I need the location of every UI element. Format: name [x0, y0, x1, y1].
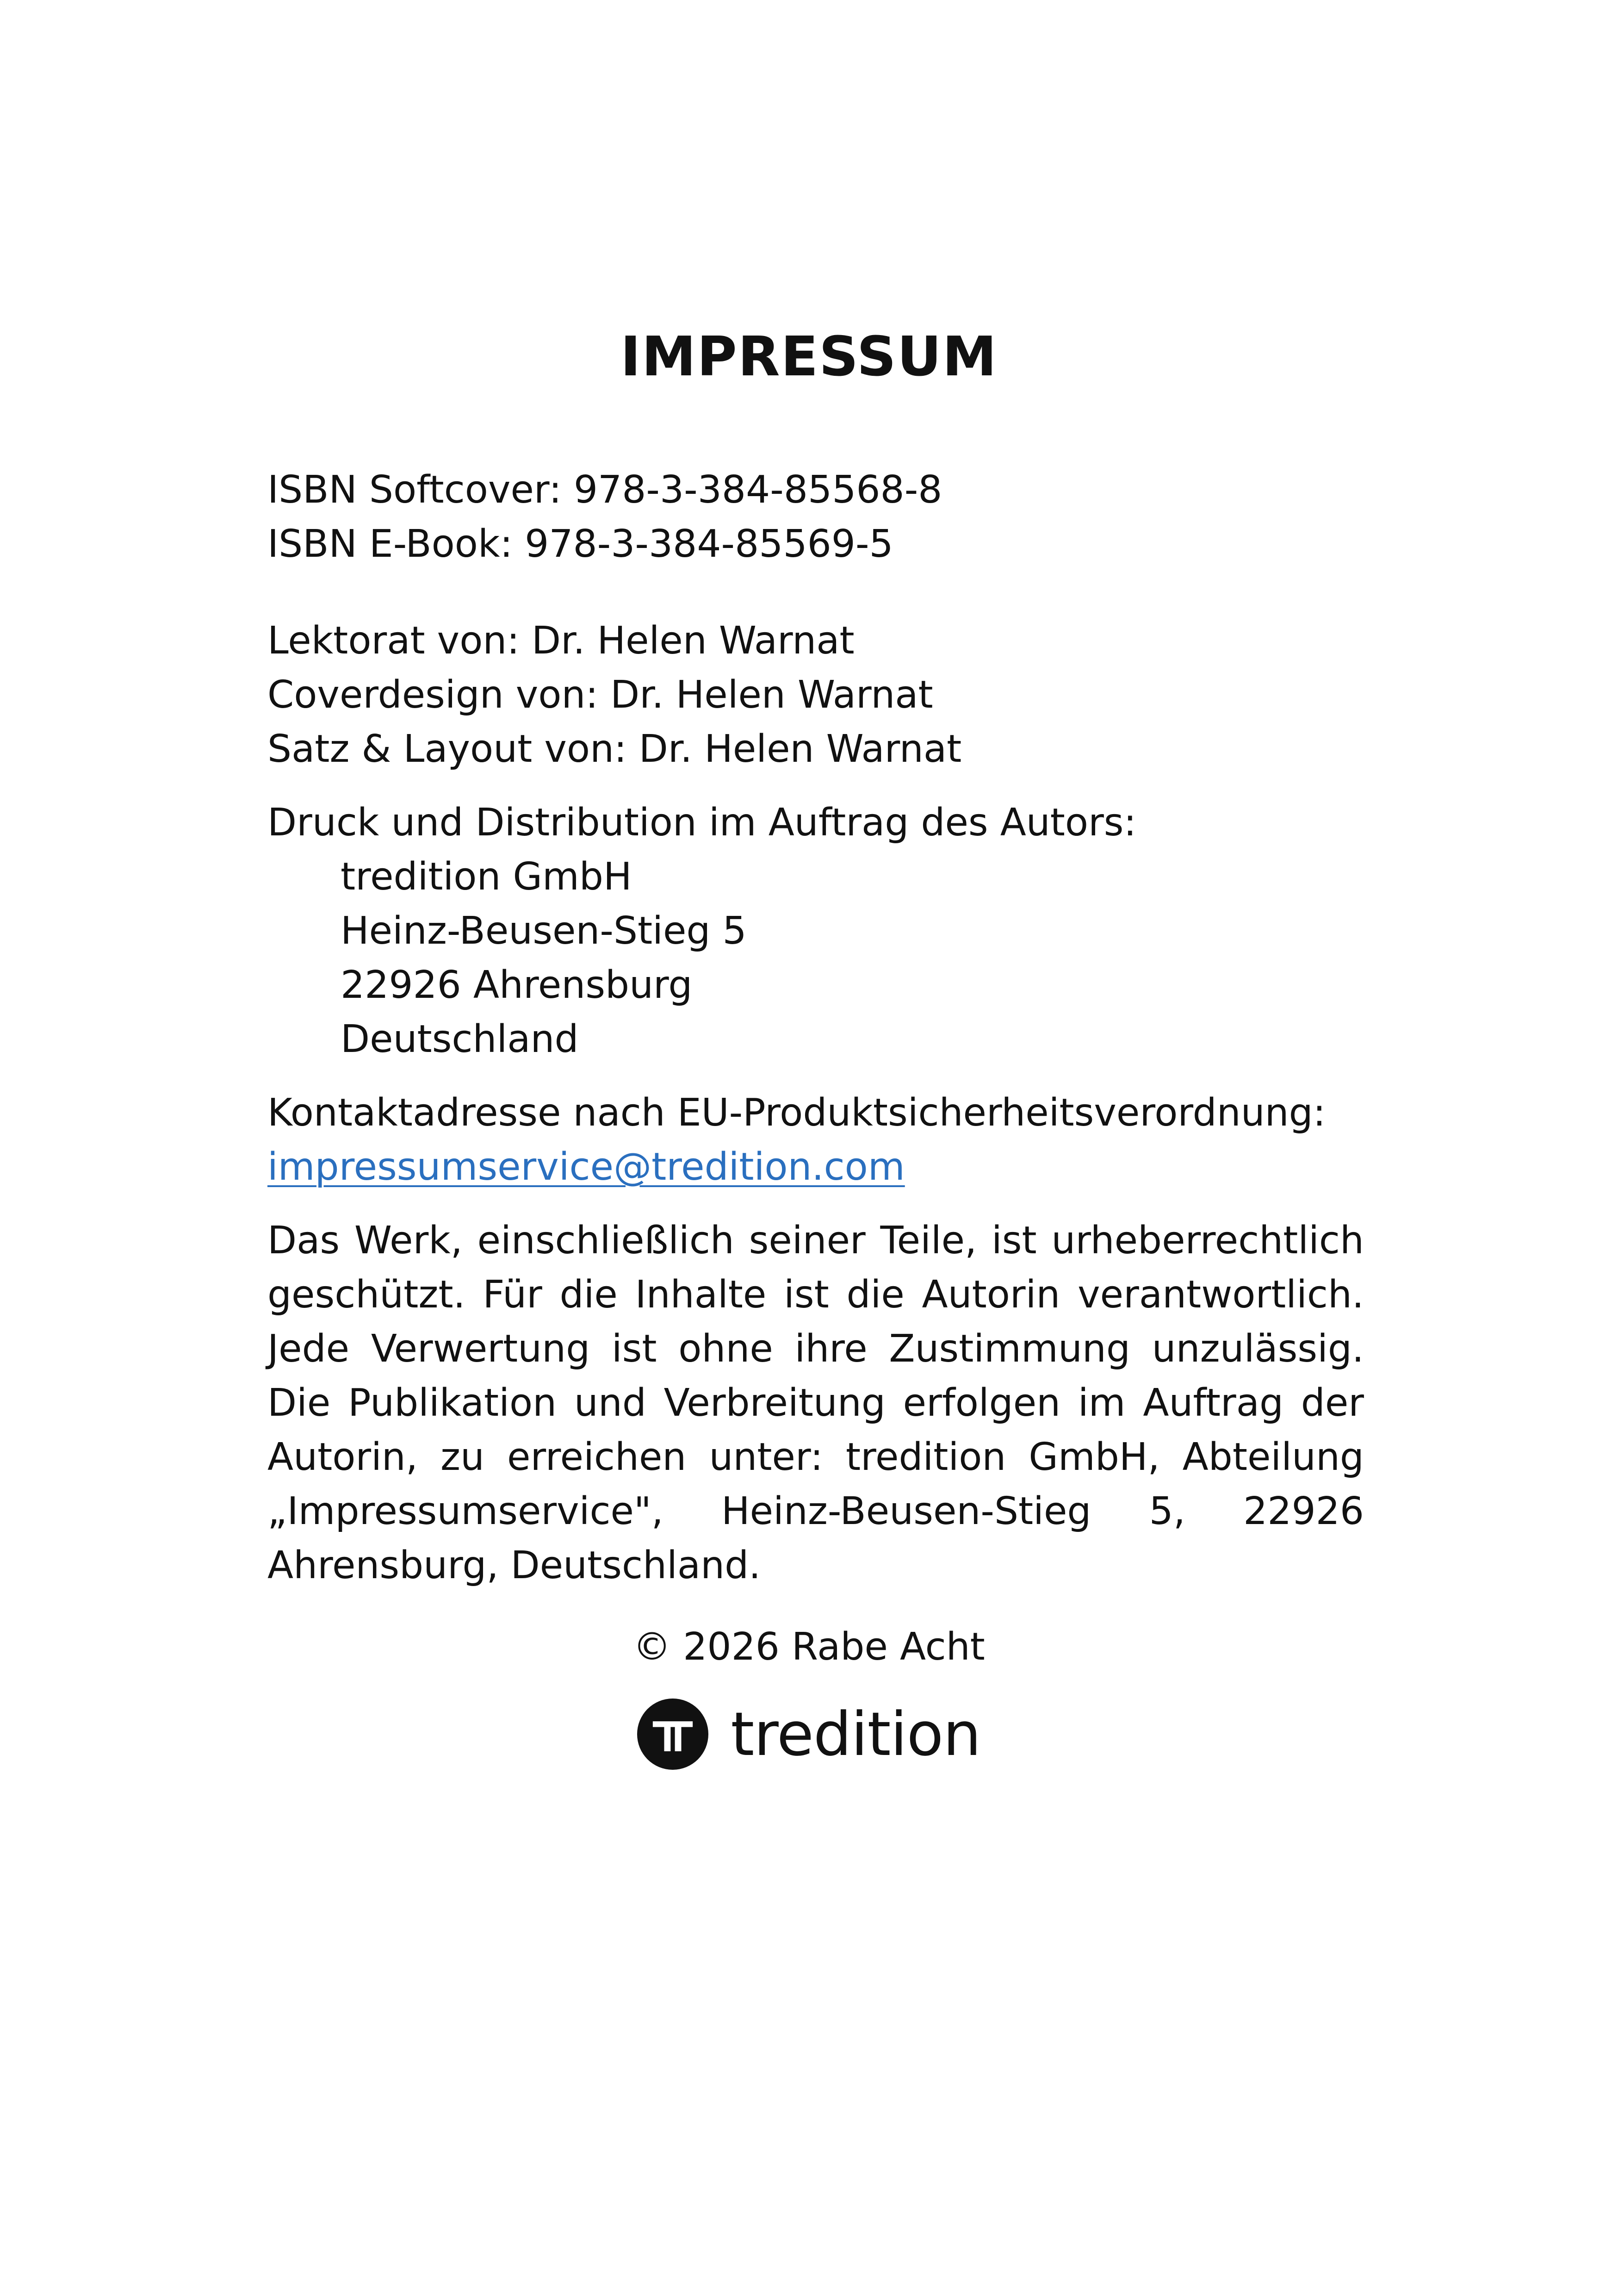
credit-lektorat: Lektorat von: Dr. Helen Warnat	[267, 619, 855, 663]
distribution-street: Heinz-Beusen-Stieg 5	[341, 909, 747, 953]
copyright-notice: © 2026 Rabe Acht	[633, 1625, 985, 1669]
contact-heading: Kontaktadresse nach EU-Produktsicherheitsverordnung:	[267, 1091, 1326, 1135]
isbn-ebook: ISBN E-Book: 978-3-384-85569-5	[267, 522, 893, 566]
page-title: IMPRESSUM	[620, 324, 998, 388]
legal-notice: Das Werk, einschließlich seiner Teile, ist urheberrechtlich geschützt. Für die Inhalte ist die Autorin verantwortlich. Jede Verwertung ist ohne ihre Zustimmung unzulässig. Die Publikation und Verbreitung erfolgen im Auftrag der Autorin, zu erreichen unter: tredition GmbH, Abteilung „Impressumservice", Heinz-Beusen-Stieg 5, 22926 Ahrensburg, Deutschland.	[267, 1219, 1364, 1587]
isbn-softcover: ISBN Softcover: 978-3-384-85568-8	[267, 468, 942, 512]
publisher-name: tredition	[731, 1699, 981, 1769]
distribution-company: tredition GmbH	[341, 855, 632, 899]
credits-block	[267, 614, 1364, 776]
contact-block	[267, 1086, 1364, 1194]
distribution-heading: Druck und Distribution im Auftrag des Autors:	[267, 801, 1137, 845]
distribution-city: 22926 Ahrensburg	[341, 963, 693, 1007]
publisher-logo	[0, 1699, 1618, 1770]
distribution-country: Deutschland	[341, 1017, 579, 1061]
credit-satz-layout: Satz & Layout von: Dr. Helen Warnat	[267, 727, 962, 771]
distribution-block	[267, 796, 1364, 1066]
impressum-content	[267, 463, 1364, 1593]
contact-email-link[interactable]: impressumservice@tredition.com	[267, 1145, 905, 1189]
isbn-block	[267, 463, 1364, 571]
tredition-logo-icon	[637, 1699, 708, 1770]
credit-coverdesign: Coverdesign von: Dr. Helen Warnat	[267, 673, 933, 717]
